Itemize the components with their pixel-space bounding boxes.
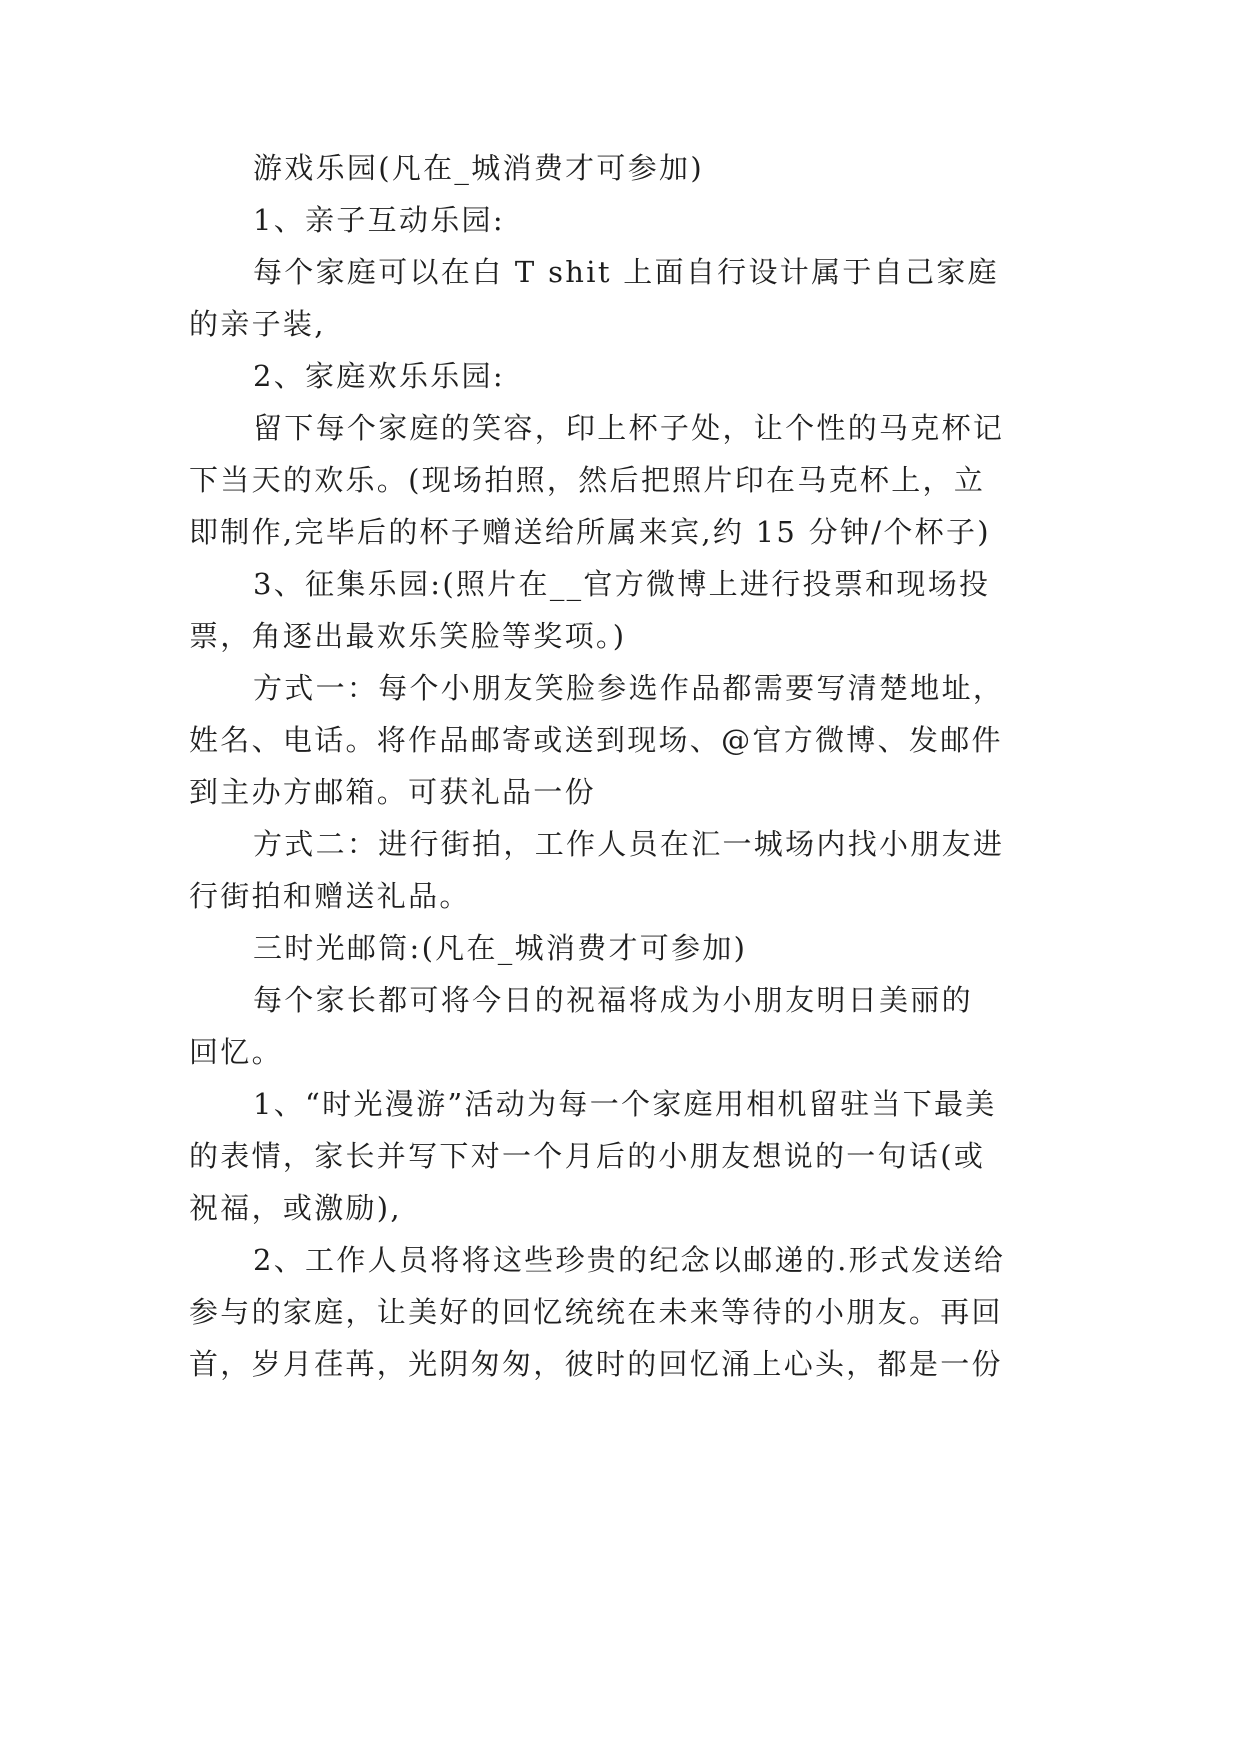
- text-line: 3、征集乐园:(照片在__官方微博上进行投票和现场投: [253, 567, 991, 601]
- text-line: 行街拍和赠送礼品。: [189, 879, 471, 913]
- text-line: 三时光邮筒:(凡在_城消费才可参加): [253, 931, 748, 965]
- text-line: 的表情，家长并写下对一个月后的小朋友想说的一句话(或: [189, 1139, 986, 1173]
- text-line: 方式一：每个小朋友笑脸参选作品都需要写清楚地址，: [253, 671, 1005, 705]
- text-line: 2、工作人员将将这些珍贵的纪念以邮递的.形式发送给: [253, 1243, 1006, 1277]
- text-line: 每个家庭可以在白 T shit 上面自行设计属于自己家庭: [253, 255, 999, 289]
- text-line: 游戏乐园(凡在_城消费才可参加): [253, 151, 704, 185]
- text-line: 2、家庭欢乐乐园:: [253, 359, 505, 393]
- text-line: 即制作,完毕后的杯子赠送给所属来宾,约 15 分钟/个杯子): [189, 515, 991, 549]
- text-line: 姓名、电话。将作品邮寄或送到现场、@官方微博、发邮件: [189, 723, 1003, 757]
- text-line: 方式二：进行街拍，工作人员在汇一城场内找小朋友进: [253, 827, 1005, 861]
- text-line: 留下每个家庭的笑容，印上杯子处，让个性的马克杯记: [253, 411, 1005, 445]
- text-line: 回忆。: [189, 1035, 283, 1069]
- text-line: 祝福，或激励),: [189, 1191, 402, 1225]
- text-line: 1、“时光漫游”活动为每一个家庭用相机留驻当下最美: [253, 1087, 997, 1121]
- text-line: 1、亲子互动乐园:: [253, 203, 505, 237]
- text-line: 参与的家庭，让美好的回忆统统在未来等待的小朋友。再回: [189, 1295, 1003, 1329]
- text-line: 到主办方邮箱。可获礼品一份: [189, 775, 596, 809]
- text-line: 的亲子装,: [189, 307, 326, 341]
- text-line: 下当天的欢乐。(现场拍照，然后把照片印在马克杯上，立: [189, 463, 986, 497]
- text-line: 票，角逐出最欢乐笑脸等奖项。): [189, 619, 627, 653]
- text-line: 首，岁月荏苒，光阴匆匆，彼时的回忆涌上心头，都是一份: [189, 1347, 1003, 1381]
- text-line: 每个家长都可将今日的祝福将成为小朋友明日美丽的: [253, 983, 973, 1017]
